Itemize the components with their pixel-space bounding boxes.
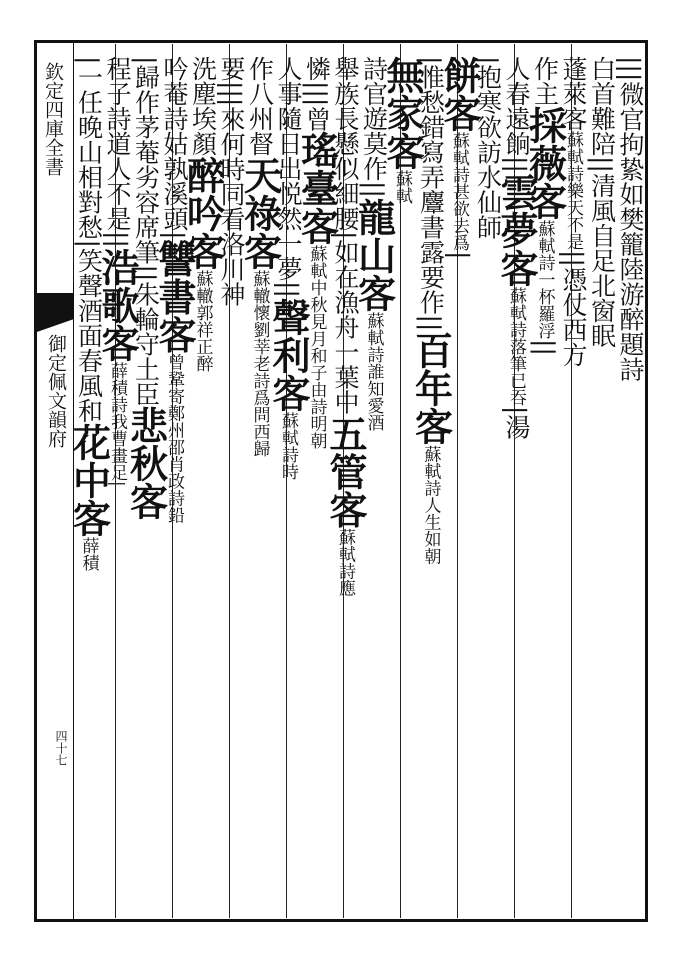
quotation-text: 憐|||曾 — [302, 56, 332, 132]
citation-note: 蘇軾詩誰知愛酒 — [363, 311, 384, 431]
quotation-text: |一任晚山相對愁 — [74, 56, 104, 240]
quotation-text: |惟愁錯寫弄麞書 — [416, 56, 446, 240]
entry-headword: 浩歌客 — [95, 247, 140, 362]
entry-headword: 百年客 — [408, 331, 454, 446]
citation-note: 蘇軾中秋見月和子由詩明朝 — [306, 245, 327, 450]
quotation-text: 要|||來 — [217, 56, 246, 132]
quotation-text: 作八州督 — [245, 56, 275, 156]
citation-note: 蘇軾詩一杯羅浮 — [534, 220, 555, 339]
entry-headword: 悲秋客 — [123, 406, 169, 521]
citation-note: 蘇軾詩樂天不是 — [563, 131, 583, 250]
quotation-text: 程子詩道人不是|| — [103, 56, 132, 248]
citation-note: 蘇轍懷劉莘老詩爲問西歸 — [249, 270, 270, 457]
entry-headword: 聲利客 — [266, 297, 311, 412]
quotation-text: 蓬萊客 — [559, 56, 588, 131]
entry-headword: 無家客 — [380, 56, 425, 170]
quotation-text: 露要作|| — [416, 239, 446, 332]
quotation-text: 何時同看洛川神 — [217, 131, 246, 307]
side-top-label: 欽定四庫全書 — [42, 62, 64, 176]
entry-headword: 瑤臺客 — [294, 131, 340, 246]
quotation-text: 春遠餉|| — [502, 81, 531, 173]
quotation-text: |笑聲酒面春風和 — [74, 239, 104, 423]
entry-headword: 天祿客 — [237, 156, 283, 270]
quotation-text: 作主 — [530, 56, 560, 106]
quotation-text: |歸作茅菴劣容席 — [131, 56, 161, 240]
entry-headword: 採薇客 — [522, 106, 568, 220]
quotation-text: |||微官拘絷如樊籠陸游醉題詩 — [616, 56, 645, 382]
quotation-text: 舉族長懸似細腰 — [331, 56, 360, 231]
citation-note: 蘇軾詩落筆已吞 — [506, 286, 526, 406]
citation-note: 蘇軾詩應 — [335, 528, 355, 597]
quotation-text: ||憑仗西方 — [559, 250, 588, 367]
citation-note: 蘇軾詩時 — [278, 411, 298, 480]
citation-note: 蘇軾詩甚欲去爲 — [449, 132, 469, 251]
quotation-text: 洗塵埃顏 — [188, 56, 218, 156]
quotation-text: 筆||朱輪守土臣 — [131, 239, 161, 407]
quotation-text: || — [530, 339, 560, 356]
entry-headword: 餅客 — [437, 56, 482, 132]
entry-headword: 醉吟客 — [180, 156, 226, 270]
quotation-text: |湯 — [502, 405, 531, 440]
citation-note: 蘇轍郭祥正醉 — [192, 270, 213, 372]
entry-headword: 龍山客 — [351, 197, 397, 312]
citation-note: 曾鞏寄鄭州邵肖政詩鉛 — [164, 353, 184, 524]
entry-headword: 雲夢客 — [494, 172, 539, 287]
quotation-text: 吟菴詩姑孰溪頭| — [160, 56, 189, 240]
entry-headword: 讐書客 — [152, 239, 197, 354]
citation-note: 薛積 — [78, 536, 99, 571]
citation-note: 薛積詩我曹畫足| — [107, 361, 127, 487]
quotation-text: 白首難陪||清風自足北窗眠 — [587, 56, 617, 348]
fishtail-block — [34, 293, 74, 319]
entry-headword: 五管客 — [323, 414, 368, 529]
page-number: 四十七 — [54, 730, 68, 766]
text-column — [66, 56, 112, 908]
quotation-text: |如在漁舟一葉中 — [331, 231, 360, 415]
quotation-text: 人 — [502, 56, 531, 81]
entry-headword: 花中客 — [66, 422, 112, 537]
quotation-text: |抱寒欲訪水仙師 — [473, 56, 503, 240]
citation-note: 蘇軾詩人生如朝 — [420, 445, 441, 565]
citation-note: 蘇軾 — [392, 170, 412, 204]
quotation-text: | — [445, 251, 474, 260]
quotation-text: 詩官遊莫作|| — [359, 56, 389, 198]
book-title: 御定佩文韻府 — [45, 334, 67, 448]
quotation-text: 人事隨日出悦然一夢|| — [274, 56, 303, 298]
